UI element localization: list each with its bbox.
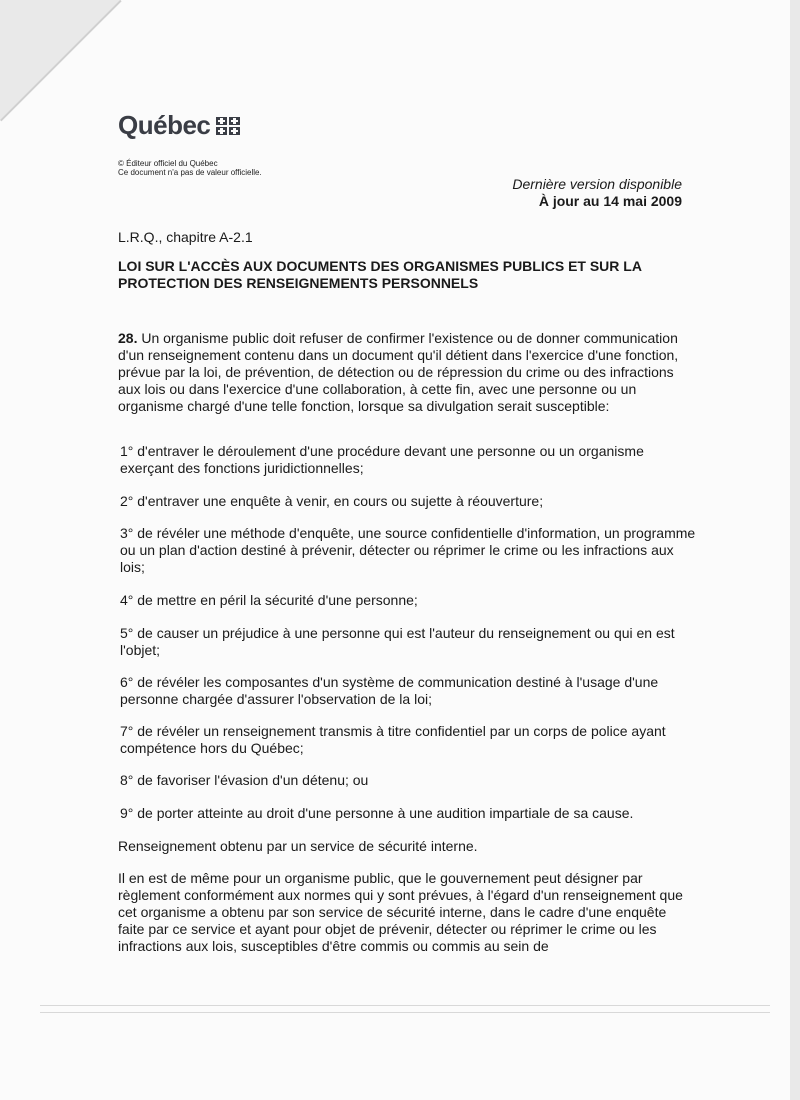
editor-line-2: Ce document n'a pas de valeur officielle.: [118, 168, 262, 177]
version-date: À jour au 14 mai 2009: [538, 193, 682, 209]
bleed-through-line: [40, 1012, 770, 1013]
law-reference: L.R.Q., chapitre A-2.1: [118, 229, 253, 245]
article-number: 28.: [118, 330, 138, 346]
section-subheading: Renseignement obtenu par un service de sécurité interne.: [118, 838, 478, 854]
version-info: [512, 176, 682, 210]
closing-paragraph: Il en est de même pour un organisme public, que le gouvernement peut désigner par règlement conformément aux normes qui y sont prévues, à l'égard d'un renseignement que cet organisme a obtenu par son service de sécurité interne, dans le cadre d'une enquête faite par ce service et ayant pour objet de prévenir, détecter ou réprimer le crime ou les infractions aux lois, susceptibles d'être commis ou commis au sein de: [118, 870, 683, 954]
list-item: 7° de révéler un renseignement transmis à titre confidentiel par un corps de police ayant compétence hors du Québec;: [120, 723, 666, 756]
article-intro: Un organisme public doit refuser de confirmer l'existence ou de donner communication d'un renseignement contenu dans un document qu'il détient dans l'exercice d'une fonction, prévue par la loi, de prévention, de détection ou de répression du crime ou des infractions aux lois ou dans l'exercice d'une collaboration, à cette fin, avec une personne ou un organisme chargé d'une telle fonction, lorsque sa divulgation serait susceptible:: [118, 330, 679, 414]
bleed-through-line: [40, 1005, 770, 1006]
list-item: 3° de révéler une méthode d'enquête, une source confidentielle d'information, un programme ou un plan d'action destiné à prévenir, détecter ou réprimer le crime ou les infractions aux lois;: [120, 525, 696, 575]
editor-notice: [118, 159, 262, 177]
list-item: 8° de favoriser l'évasion d'un détenu; ou: [120, 772, 369, 788]
list-item: 5° de causer un préjudice à une personne qui est l'auteur du renseignement ou qui en est l'objet;: [120, 625, 675, 658]
logo-wordmark: Québec: [118, 110, 211, 140]
version-label: Dernière version disponible: [512, 176, 682, 192]
law-title: LOI SUR L'ACCÈS AUX DOCUMENTS DES ORGANISMES PUBLICS ET SUR LA PROTECTION DES RENSEIGNEMENTS PERSONNELS: [118, 258, 642, 291]
list-item: 2° d'entraver une enquête à venir, en cours ou sujette à réouverture;: [120, 493, 544, 509]
list-item: 6° de révéler les composantes d'un système de communication destiné à l'usage d'une personne chargée d'assurer l'observation de la loi;: [120, 674, 659, 707]
quebec-logo: [118, 110, 240, 141]
fleur-de-lis-flag-icon: [216, 117, 240, 135]
list-item: 4° de mettre en péril la sécurité d'une personne;: [120, 592, 418, 608]
article-paragraph: [118, 330, 696, 415]
list-item: 1° d'entraver le déroulement d'une procédure devant une personne ou un organisme exerçant des fonctions juridictionnelles;: [120, 443, 644, 476]
list-item: 9° de porter atteinte au droit d'une personne à une audition impartiale de sa cause.: [120, 805, 634, 821]
editor-line-1: © Éditeur officiel du Québec: [118, 159, 218, 168]
